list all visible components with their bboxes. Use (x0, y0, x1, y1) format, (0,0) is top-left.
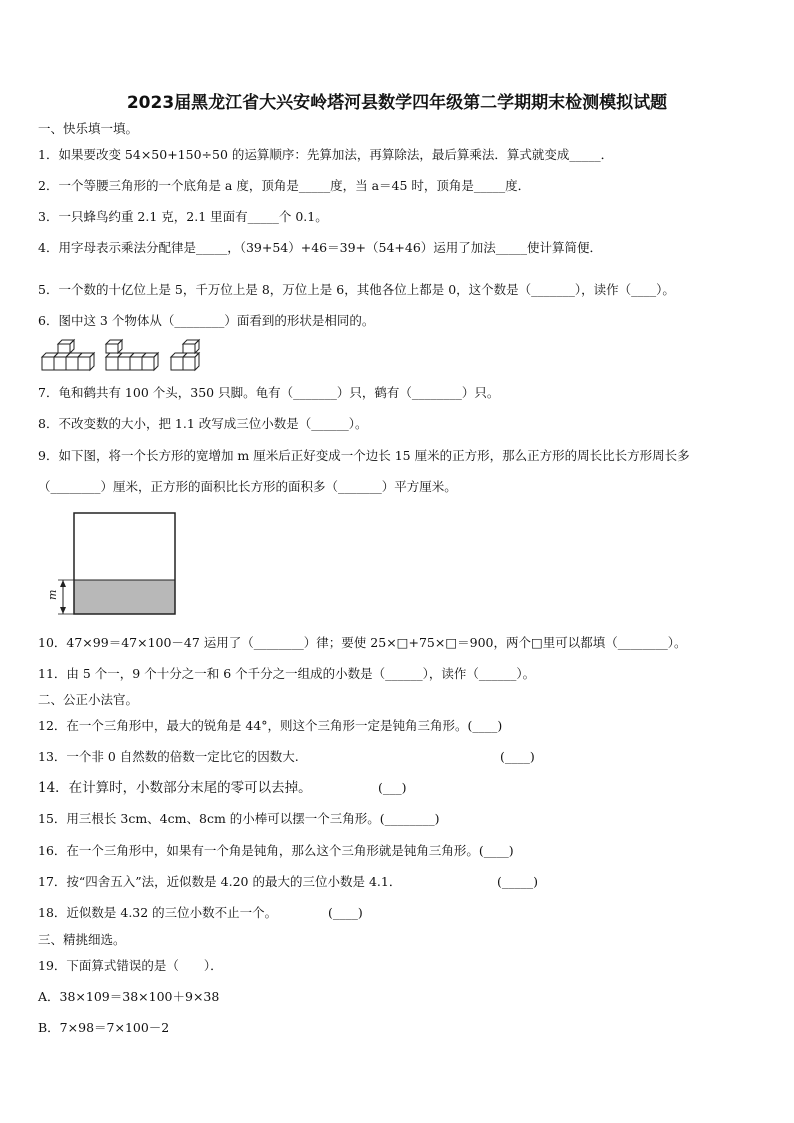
m-label: m (46, 589, 59, 600)
page-title: 2023届黑龙江省大兴安岭塔河县数学四年级第二学期期末检测模拟试题 (126, 93, 668, 113)
question-18: 18．近似数是 4.32 的三位小数不止一个。 (38, 905, 278, 920)
question-7: 7．龟和鹤共有 100 个头，350 只脚。龟有（_______）只，鹤有（________）只。 (38, 385, 500, 400)
question-19: 19．下面算式错误的是（ ）． (38, 958, 223, 973)
question-8: 8．不改变数的大小，把 1.1 改写成三位小数是（______）。 (38, 416, 368, 431)
question-4: 4．用字母表示乘法分配律是_____，（39+54）+46＝39+（54+46）运用了加法_____使计算简便． (38, 240, 603, 255)
question-16: 16．在一个三角形中，如果有一个角是钝角，那么这个三角形就是钝角三角形。(____) (38, 843, 514, 858)
question-14: 14．在计算时，小数部分末尾的零可以去掉。 (38, 780, 312, 796)
question-17-answer-blank: (_____) (497, 874, 539, 889)
question-14-answer-blank: (___) (378, 780, 407, 795)
question-3: 3．一只蜂鸟约重 2.1 克，2.1 里面有_____个 0.1。 (38, 209, 328, 224)
question-17: 17．按“四舍五入”法，近似数是 4.20 的最大的三位小数是 4.1． (38, 874, 402, 889)
question-18-answer-blank: (____) (328, 905, 363, 920)
question-11: 11．由 5 个一，9 个十分之一和 6 个千分之一组成的小数是（______），读作（______）。 (38, 666, 536, 681)
question-5: 5．一个数的十亿位上是 5，千万位上是 8，万位上是 6，其他各位上都是 0，这个数是（_______），读作（____）。 (38, 282, 675, 297)
m-arrow-up (60, 580, 66, 587)
section-heading-true-false: 二、公正小法官。 (38, 692, 139, 707)
cube-views-figure (40, 339, 210, 373)
cube-object-1 (42, 340, 94, 370)
question-2: 2．一个等腰三角形的一个底角是 a 度，顶角是_____度，当 a＝45 时，顶角是_____度． (38, 178, 531, 193)
section-heading-multiple-choice: 三、精挑细选。 (38, 932, 126, 947)
shaded-strip (74, 580, 175, 614)
question-9-line-2: （________）厘米，正方形的面积比长方形的面积多（_______）平方厘米。 (38, 479, 457, 494)
question-9-line-1: 9．如下图，将一个长方形的宽增加 m 厘米后正好变成一个边长 15 厘米的正方形，那么正方形的周长比长方形周长多 (38, 448, 690, 463)
question-19-option-b: B．7×98＝7×100－2 (38, 1020, 170, 1035)
question-15: 15．用三根长 3cm、4cm、8cm 的小棒可以摆一个三角形。(________) (38, 811, 440, 826)
question-6: 6．图中这 3 个物体从（________）面看到的形状是相同的。 (38, 313, 375, 328)
cube-object-3 (171, 340, 199, 370)
rectangle-square-figure (46, 510, 181, 618)
section-heading-fill-blank: 一、快乐填一填。 (38, 121, 139, 136)
question-10: 10．47×99＝47×100－47 运用了（________）律；要使 25×□+75×□＝900，两个□里可以都填（________）。 (38, 635, 687, 650)
question-19-option-a: A．38×109＝38×100＋9×38 (38, 989, 220, 1004)
question-13-answer-blank: (____) (500, 749, 535, 764)
cube-object-2 (106, 340, 158, 370)
question-13: 13．一个非 0 自然数的倍数一定比它的因数大. (38, 749, 299, 764)
question-12: 12．在一个三角形中，最大的锐角是 44°，则这个三角形一定是钝角三角形。(____) (38, 718, 503, 733)
m-arrow-down (60, 607, 66, 614)
question-1: 1．如果要改变 54×50+150÷50 的运算顺序：先算加法，再算除法，最后算乘法．算式就变成_____． (38, 147, 614, 162)
